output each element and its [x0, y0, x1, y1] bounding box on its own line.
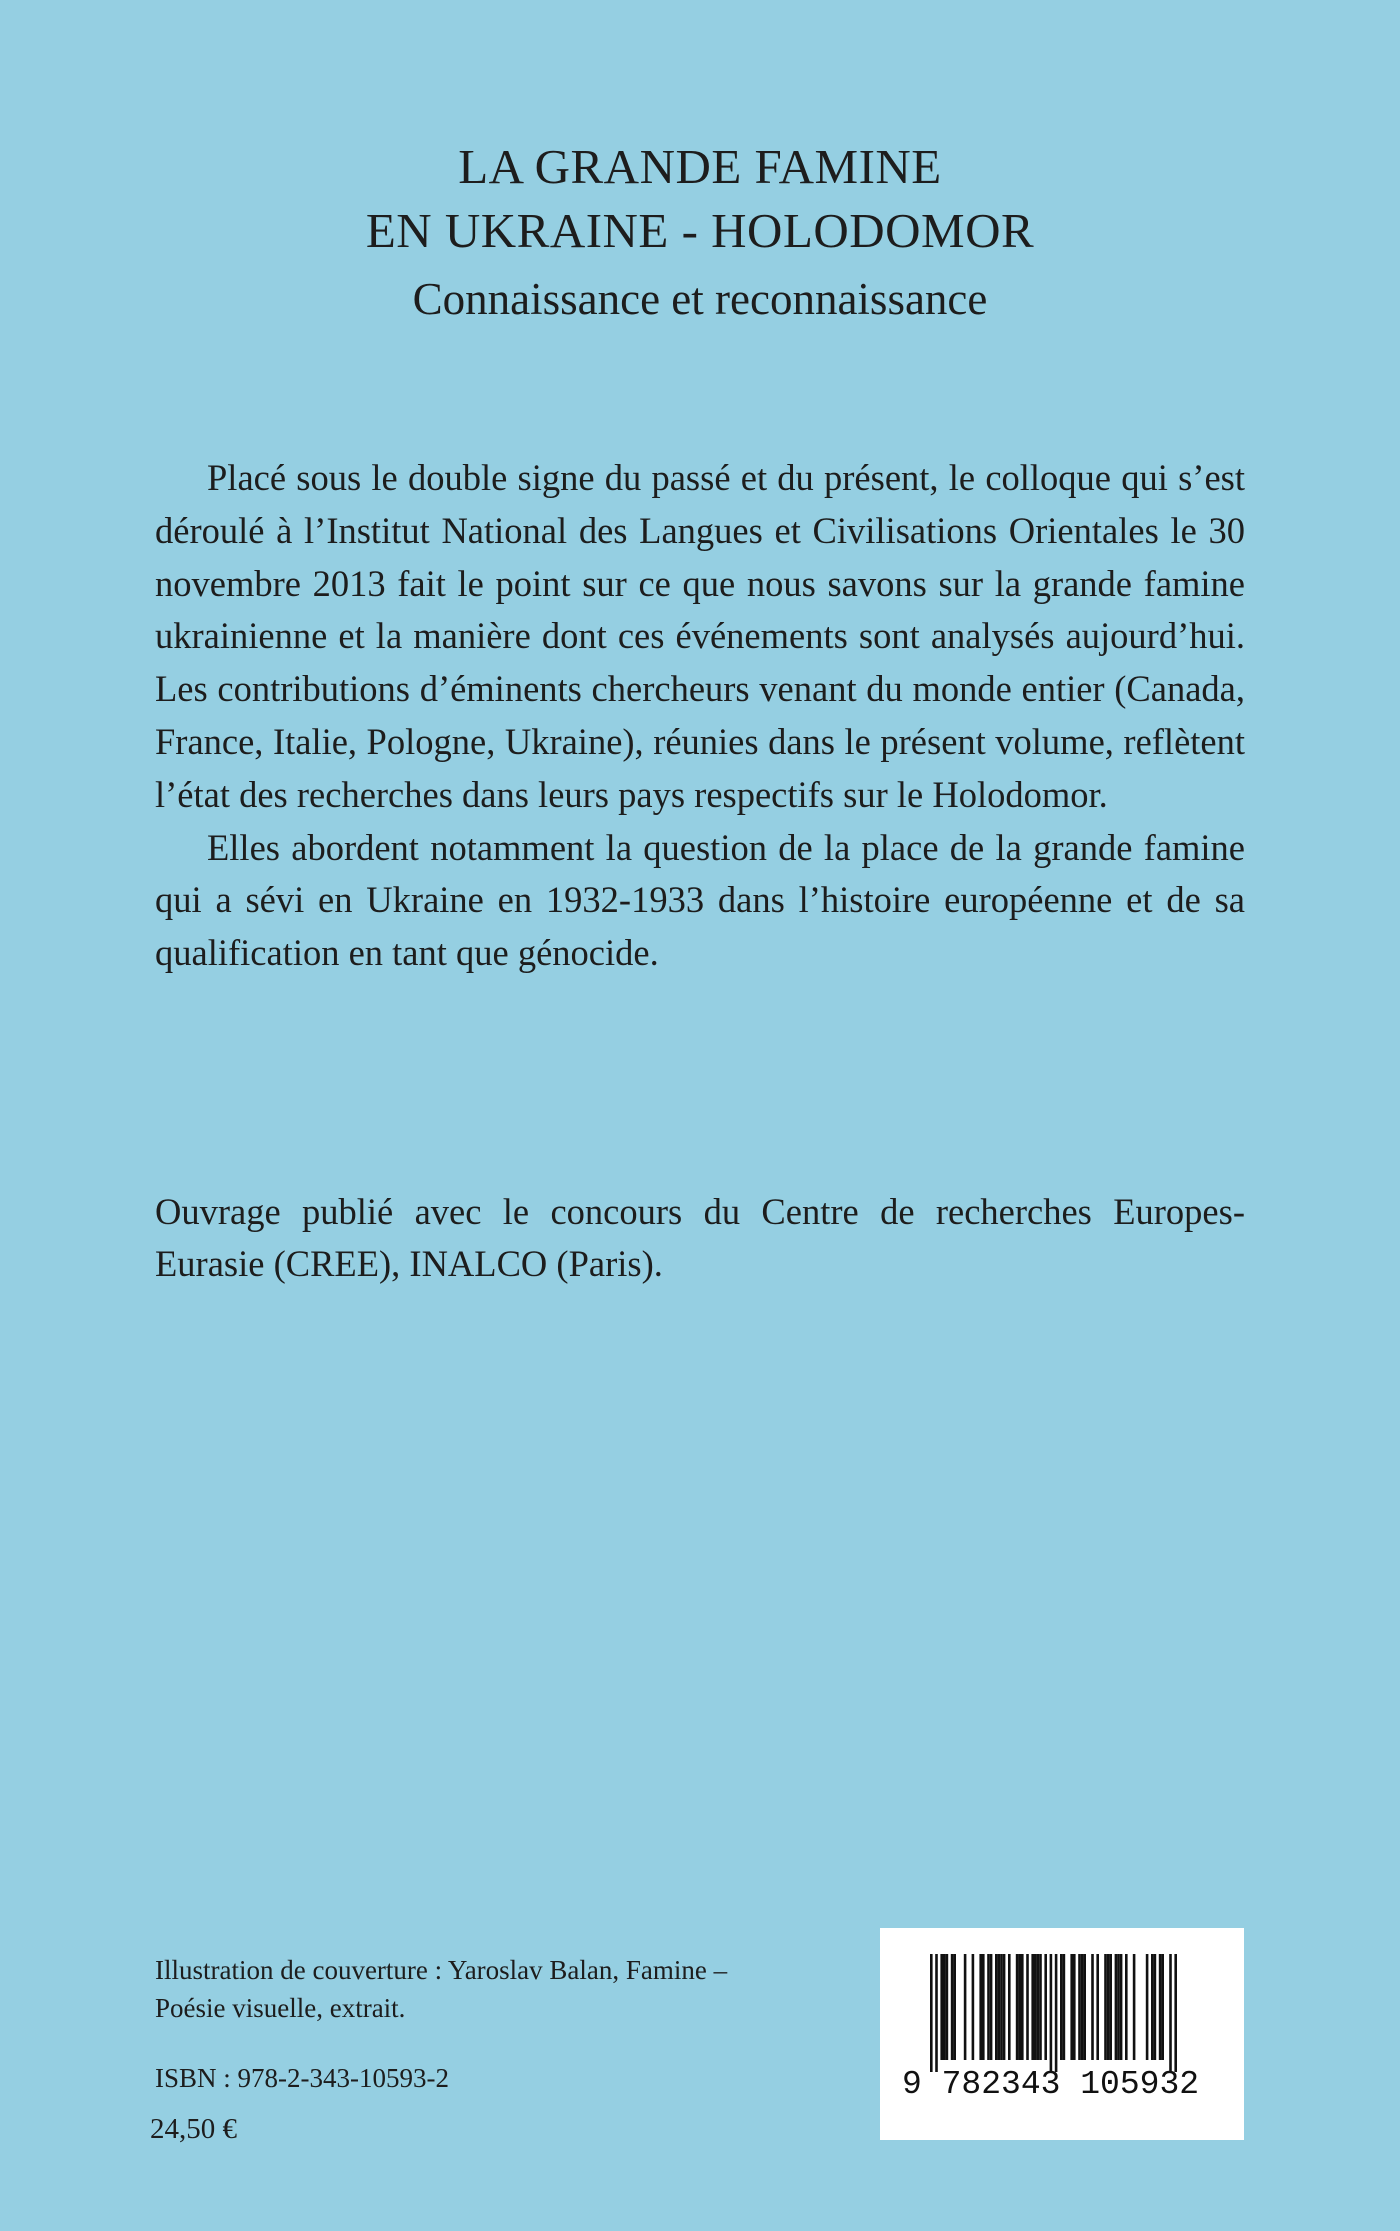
price: 24,50 € [150, 2113, 237, 2145]
barcode-bar [1091, 1954, 1094, 2060]
barcode-bar [946, 1954, 949, 2060]
credit-line-2: Eurasie (CREE), INALCO (Paris). [155, 1243, 663, 1284]
publication-credit [155, 1186, 1245, 1290]
barcode-bar [995, 1954, 998, 2060]
barcode-bar [1169, 1954, 1172, 2072]
barcode-bar [1034, 1954, 1037, 2060]
illustration-line-1: Illustration de couverture : Yaroslav Balan, Famine – [155, 1955, 728, 1985]
barcode-bar [998, 1954, 1001, 2060]
barcode-bar [1037, 1954, 1040, 2060]
book-subtitle: Connaissance et reconnaissance [412, 274, 988, 324]
barcode-bar [1159, 1954, 1162, 2060]
barcode-bar [1063, 1954, 1066, 2060]
title-block [0, 135, 1400, 329]
barcode-bar [1070, 1954, 1073, 2060]
barcode-bar [1000, 1954, 1003, 2060]
barcode-bar [1073, 1954, 1076, 2060]
barcode-bar [1133, 1954, 1136, 2060]
barcode-bar [1060, 1954, 1063, 2060]
barcode-digits: 9 782343 105932 [902, 2066, 1200, 2103]
barcode-bar [1174, 1954, 1177, 2072]
barcode-bar [1125, 1954, 1128, 2060]
barcode-bar [1083, 1954, 1086, 2060]
barcode-bar [979, 1954, 982, 2060]
barcode-bar [1109, 1954, 1112, 2060]
illustration-credit [155, 1951, 795, 2027]
barcode-bar [1115, 1954, 1118, 2060]
barcode-bar [1078, 1954, 1081, 2060]
barcode-bar [972, 1954, 975, 2060]
barcode-bar [1104, 1954, 1107, 2060]
barcode-bar [943, 1954, 946, 2060]
barcode-bar [1096, 1954, 1099, 2060]
barcode-bar [987, 1954, 990, 2060]
barcode-bar [964, 1954, 967, 2060]
barcode-bar [1008, 1954, 1011, 2060]
barcode-bar [1081, 1954, 1084, 2060]
barcode-bar [953, 1954, 956, 2060]
barcode-bar [1146, 1954, 1149, 2060]
book-title-line-2: EN UKRAINE - HOLODOMOR [365, 203, 1035, 258]
barcode-bar [990, 1954, 993, 2060]
barcode-bar [1151, 1954, 1154, 2060]
barcode-bar [1039, 1954, 1042, 2060]
barcode-bar [1117, 1954, 1120, 2060]
barcode-bar [951, 1954, 954, 2060]
barcode-bar [1031, 1954, 1034, 2060]
barcode-box [880, 1928, 1244, 2140]
barcode-bar [982, 1954, 985, 2060]
barcode-bar [1021, 1954, 1024, 2060]
illustration-line-2: Poésie visuelle, extrait. [155, 1993, 406, 2023]
barcode-bar [1107, 1954, 1110, 2060]
credit-line-1: Ouvrage publié avec le concours du Centre de recherches Europes- [155, 1191, 1245, 1232]
barcode-bar [1055, 1954, 1058, 2072]
isbn: ISBN : 978-2-343-10593-2 [155, 2063, 449, 2093]
barcode-bar [1050, 1954, 1053, 2072]
blurb [155, 452, 1245, 980]
barcode-bar [935, 1954, 938, 2072]
book-title-line-1: LA GRANDE FAMINE [458, 139, 942, 194]
barcode-bar [1018, 1954, 1021, 2060]
barcode-bar [1003, 1954, 1006, 2060]
blurb-paragraph-2: Elles abordent notamment la question de la place de la grande famine qui a sévi en Ukraine en 1932-1933 dans l’histoire européenne et de sa qualification en tant que génocide. [155, 826, 1245, 974]
barcode-bar [940, 1954, 943, 2060]
barcode-bar [1154, 1954, 1157, 2060]
barcode-bar [1016, 1954, 1019, 2060]
barcode-bar [1120, 1954, 1123, 2060]
barcode-bar [1161, 1954, 1164, 2060]
barcode-bar [1044, 1954, 1047, 2060]
blurb-paragraph-1: Placé sous le double signe du passé et du présent, le colloque qui s’est déroulé à l’Institut National des Langues et Civilisations Orientales le 30 novembre 2013 fait le point sur ce que nous savons sur la grande famine ukrainienne et la manière dont ces événements sont analysés aujourd’hui. Les contributions d’éminents chercheurs venant du monde entier (Canada, France, Italie, Pologne, Ukraine), réunies dans le présent volume, reflètent l’état des recherches dans leurs pays respectifs sur le Holodomor. [155, 457, 1245, 815]
barcode-bar [930, 1954, 933, 2072]
barcode-bar [1026, 1954, 1029, 2060]
